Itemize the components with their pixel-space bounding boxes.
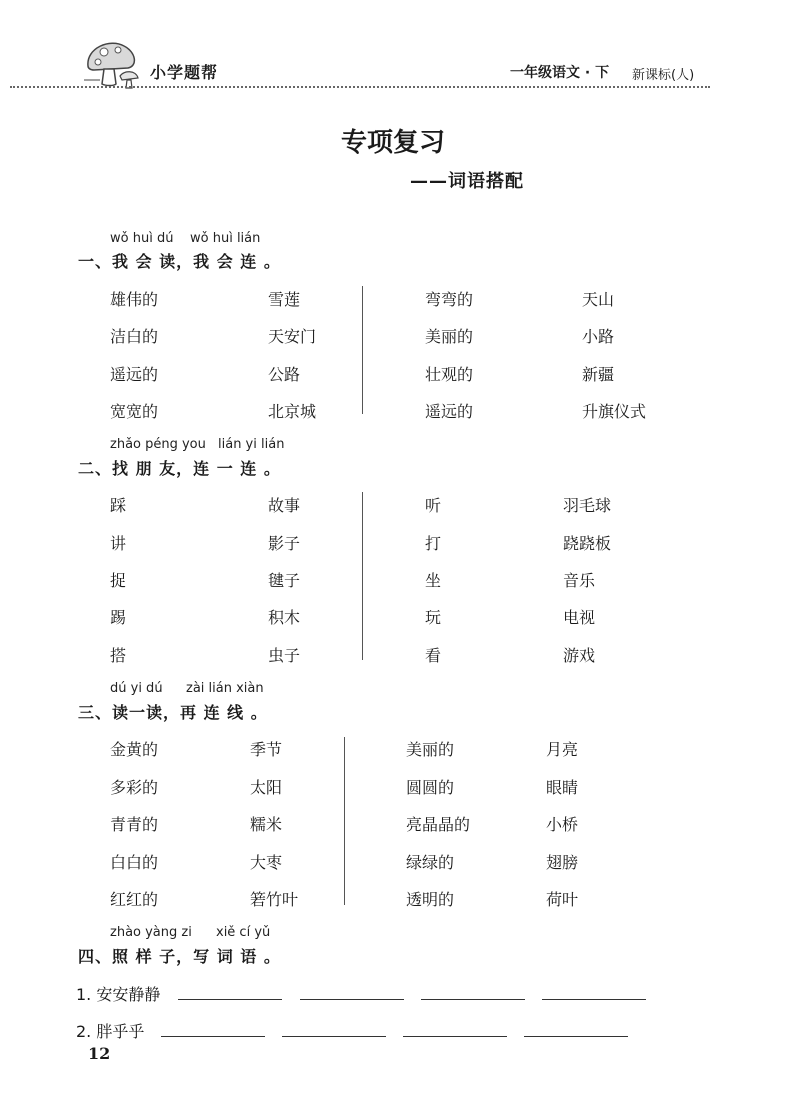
- word-item[interactable]: 白白的: [110, 853, 159, 872]
- exercise-1-label: 1. 安安静静: [76, 985, 161, 1004]
- word-item[interactable]: 透明的: [406, 890, 455, 909]
- page-number: 12: [88, 1044, 111, 1063]
- word-item[interactable]: 翅膀: [546, 853, 579, 872]
- word-item[interactable]: 跷跷板: [563, 534, 612, 553]
- word-item[interactable]: 踢: [110, 608, 127, 627]
- section-1-pinyin-a: wǒ huì dú: [110, 231, 174, 246]
- word-item[interactable]: 美丽的: [425, 327, 474, 346]
- section-3-pinyin-a: dú yi dú: [110, 681, 163, 696]
- answer-blank[interactable]: [403, 1036, 507, 1037]
- section-3-pinyin-b: zài lián xiàn: [186, 681, 264, 696]
- word-item[interactable]: 打: [425, 534, 442, 553]
- answer-blank[interactable]: [161, 1036, 265, 1037]
- word-item[interactable]: 新疆: [582, 365, 615, 384]
- edition-label: 新课标(人): [632, 68, 695, 83]
- word-item[interactable]: 美丽的: [406, 740, 455, 759]
- word-item[interactable]: 箬竹叶: [250, 890, 299, 909]
- word-item[interactable]: 红红的: [110, 890, 159, 909]
- word-item[interactable]: 北京城: [268, 402, 317, 421]
- section-1-heading: 一、我 会 读，我 会 连 。: [78, 252, 281, 271]
- word-item[interactable]: 电视: [563, 608, 596, 627]
- column-divider: [362, 286, 363, 414]
- answer-blank[interactable]: [542, 999, 646, 1000]
- answer-blank[interactable]: [421, 999, 525, 1000]
- word-item[interactable]: 踩: [110, 496, 127, 515]
- word-item[interactable]: 故事: [268, 496, 301, 515]
- answer-blank[interactable]: [524, 1036, 628, 1037]
- word-item[interactable]: 坐: [425, 571, 442, 590]
- word-item[interactable]: 看: [425, 646, 442, 665]
- word-item[interactable]: 音乐: [563, 571, 596, 590]
- answer-blank[interactable]: [300, 999, 404, 1000]
- word-item[interactable]: 讲: [110, 534, 127, 553]
- word-item[interactable]: 糯米: [250, 815, 283, 834]
- word-item[interactable]: 宽宽的: [110, 402, 159, 421]
- page-title: 专项复习: [340, 128, 445, 158]
- word-item[interactable]: 遥远的: [110, 365, 159, 384]
- word-item[interactable]: 积木: [268, 608, 301, 627]
- section-4-pinyin-a: zhào yàng zi: [110, 925, 192, 940]
- word-item[interactable]: 圆圆的: [406, 778, 455, 797]
- header-divider: [10, 86, 710, 88]
- word-item[interactable]: 捉: [110, 571, 127, 590]
- section-1-pinyin-b: wǒ huì lián: [190, 231, 261, 246]
- word-item[interactable]: 洁白的: [110, 327, 159, 346]
- word-item[interactable]: 雄伟的: [110, 290, 159, 309]
- page-subtitle: ——词语搭配: [410, 171, 524, 192]
- answer-blank[interactable]: [282, 1036, 386, 1037]
- answer-blank[interactable]: [178, 999, 282, 1000]
- word-item[interactable]: 弯弯的: [425, 290, 474, 309]
- section-4-pinyin-b: xiě cí yǔ: [216, 925, 271, 940]
- grade-label: 一年级语文 · 下: [510, 65, 610, 81]
- section-2-heading: 二、找 朋 友，连 一 连 。: [78, 459, 281, 478]
- word-item[interactable]: 季节: [250, 740, 283, 759]
- section-3-heading: 三、读一读，再 连 线 。: [78, 703, 268, 722]
- word-item[interactable]: 公路: [268, 365, 301, 384]
- word-item[interactable]: 天山: [582, 290, 615, 309]
- word-item[interactable]: 升旗仪式: [582, 402, 647, 421]
- word-item[interactable]: 金黄的: [110, 740, 159, 759]
- word-item[interactable]: 虫子: [268, 646, 301, 665]
- word-item[interactable]: 月亮: [546, 740, 579, 759]
- word-item[interactable]: 多彩的: [110, 778, 159, 797]
- word-item[interactable]: 太阳: [250, 778, 283, 797]
- word-item[interactable]: 壮观的: [425, 365, 474, 384]
- section-2-pinyin-b: lián yi lián: [218, 437, 285, 452]
- word-item[interactable]: 小路: [582, 327, 615, 346]
- word-item[interactable]: 亮晶晶的: [406, 815, 471, 834]
- word-item[interactable]: 青青的: [110, 815, 159, 834]
- word-item[interactable]: 玩: [425, 608, 442, 627]
- word-item[interactable]: 小桥: [546, 815, 579, 834]
- word-item[interactable]: 大枣: [250, 853, 283, 872]
- word-item[interactable]: 游戏: [563, 646, 596, 665]
- word-item[interactable]: 羽毛球: [563, 496, 612, 515]
- column-divider: [344, 737, 345, 905]
- column-divider: [362, 492, 363, 660]
- word-item[interactable]: 天安门: [268, 327, 317, 346]
- word-item[interactable]: 听: [425, 496, 442, 515]
- word-item[interactable]: 影子: [268, 534, 301, 553]
- word-item[interactable]: 眼睛: [546, 778, 579, 797]
- word-item[interactable]: 绿绿的: [406, 853, 455, 872]
- word-item[interactable]: 遥远的: [425, 402, 474, 421]
- word-item[interactable]: 雪莲: [268, 290, 301, 309]
- brand-name: 小学题帮: [150, 63, 219, 82]
- exercise-2-label: 2. 胖乎乎: [76, 1022, 145, 1041]
- word-item[interactable]: 搭: [110, 646, 127, 665]
- word-item[interactable]: 毽子: [268, 571, 301, 590]
- section-2-pinyin-a: zhǎo péng you: [110, 437, 206, 452]
- mushroom-logo-icon: [80, 36, 150, 90]
- word-item[interactable]: 荷叶: [546, 890, 579, 909]
- section-4-heading: 四、照 样 子，写 词 语 。: [78, 947, 281, 966]
